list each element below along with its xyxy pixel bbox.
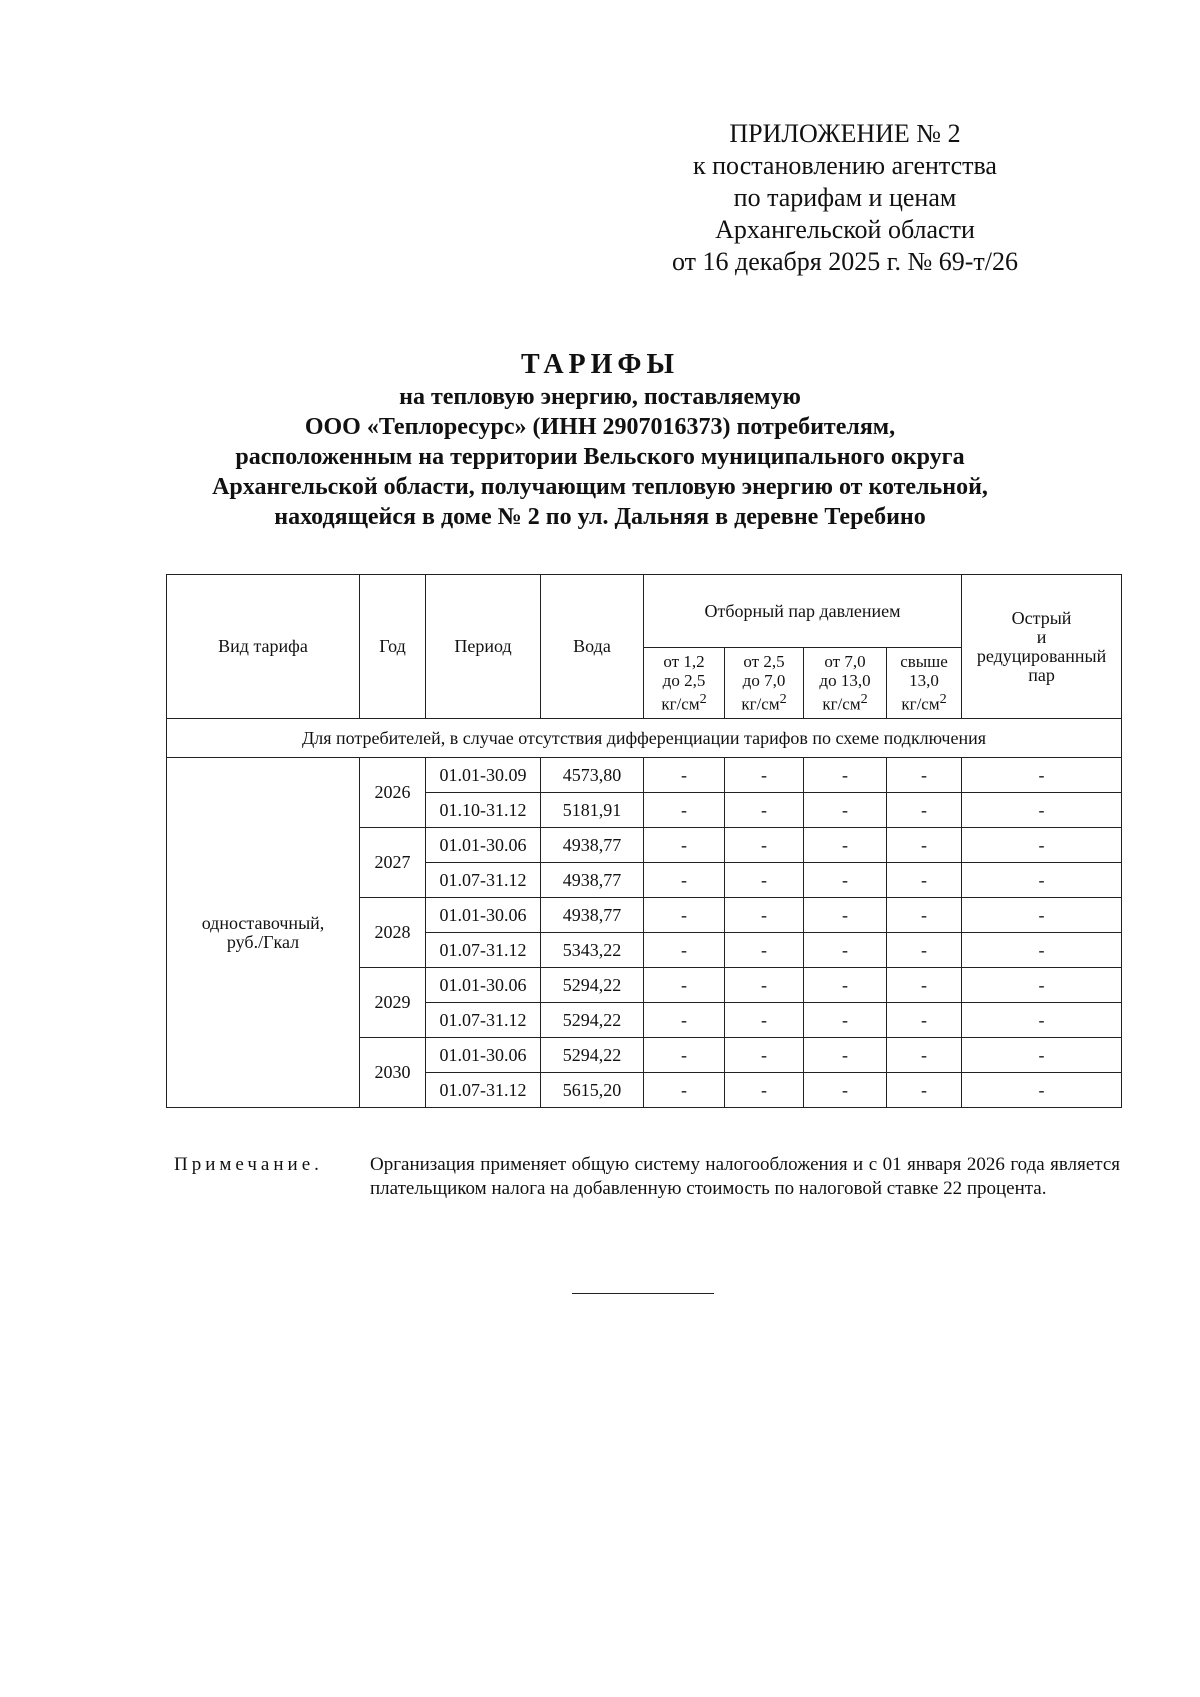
- appendix-line: к постановлению агентства: [693, 151, 997, 180]
- dash-cell: -: [962, 1073, 1122, 1108]
- header-sharp-steam: [962, 575, 1122, 719]
- appendix-line: по тарифам и ценам: [733, 183, 957, 212]
- period-cell: 01.10-31.12: [426, 793, 541, 828]
- period-cell: 01.01-30.06: [426, 1038, 541, 1073]
- water-cell: 4573,80: [541, 758, 644, 793]
- document-title: [100, 348, 1100, 532]
- appendix-line: ПРИЛОЖЕНИЕ № 2: [729, 119, 961, 148]
- dash-cell: -: [887, 1073, 962, 1108]
- period-cell: 01.01-30.06: [426, 968, 541, 1003]
- sub-line: свыше: [900, 652, 948, 672]
- dash-cell: -: [644, 968, 725, 1003]
- tariff-type-cell: [167, 758, 360, 1108]
- header-period: Период: [426, 575, 541, 719]
- note-text: Организация применяет общую систему налогообложения и с 01 января 2026 года является плательщиком налога на добавленную стоимость по налоговой ставке 22 процента.: [370, 1154, 1120, 1199]
- dash-cell: -: [804, 863, 887, 898]
- sub-unit-sup: 2: [699, 691, 707, 708]
- header-steam-group: Отборный пар давлением: [644, 575, 962, 648]
- sub-line: от 7,0: [824, 652, 866, 672]
- dash-cell: -: [644, 1073, 725, 1108]
- dash-cell: -: [962, 793, 1122, 828]
- dash-cell: -: [644, 933, 725, 968]
- sub-line: до 13,0: [819, 671, 871, 691]
- section-title: Для потребителей, в случае отсутствия дифференциации тарифов по схеме подключения: [167, 719, 1122, 758]
- dash-cell: -: [887, 933, 962, 968]
- header-steam-over-13-0: [887, 648, 962, 719]
- dash-cell: -: [962, 1003, 1122, 1038]
- dash-cell: -: [962, 968, 1122, 1003]
- dash-cell: -: [725, 933, 804, 968]
- sub-line: 13,0: [909, 671, 939, 691]
- dash-cell: -: [725, 863, 804, 898]
- dash-cell: -: [644, 828, 725, 863]
- dash-cell: -: [962, 898, 1122, 933]
- dash-cell: -: [804, 758, 887, 793]
- dash-cell: -: [644, 1038, 725, 1073]
- sub-unit: кг/см: [661, 694, 700, 714]
- dash-cell: -: [962, 933, 1122, 968]
- dash-cell: -: [725, 1073, 804, 1108]
- tariff-type-line: одноставочный,: [201, 912, 325, 933]
- year-cell: 2027: [360, 828, 426, 898]
- dash-cell: -: [962, 863, 1122, 898]
- sub-line: от 1,2: [663, 652, 705, 672]
- header-sharp-line: и: [1036, 626, 1047, 647]
- title-line: расположенным на территории Вельского муниципального округа: [235, 444, 965, 470]
- title-line: находящейся в доме № 2 по ул. Дальняя в деревне Теребино: [274, 504, 926, 530]
- water-cell: 4938,77: [541, 898, 644, 933]
- dash-cell: -: [887, 828, 962, 863]
- dash-cell: -: [887, 968, 962, 1003]
- note-label: Примечание.: [174, 1154, 323, 1175]
- water-cell: 4938,77: [541, 828, 644, 863]
- appendix-line: от 16 декабря 2025 г. № 69-т/26: [671, 247, 1019, 276]
- water-cell: 5343,22: [541, 933, 644, 968]
- title-line: на тепловую энергию, поставляемую: [399, 384, 801, 410]
- water-cell: 4938,77: [541, 863, 644, 898]
- dash-cell: -: [725, 1038, 804, 1073]
- period-cell: 01.01-30.06: [426, 828, 541, 863]
- header-steam-7-0-13-0: [804, 648, 887, 719]
- period-cell: 01.07-31.12: [426, 933, 541, 968]
- header-year: Год: [360, 575, 426, 719]
- appendix-header: [620, 118, 1070, 278]
- dash-cell: -: [725, 968, 804, 1003]
- dash-cell: -: [887, 758, 962, 793]
- period-cell: 01.07-31.12: [426, 1073, 541, 1108]
- dash-cell: -: [887, 1003, 962, 1038]
- year-cell: 2026: [360, 758, 426, 828]
- sub-unit: кг/см: [822, 694, 861, 714]
- dash-cell: -: [962, 828, 1122, 863]
- dash-cell: -: [725, 1003, 804, 1038]
- dash-cell: -: [804, 968, 887, 1003]
- appendix-line: Архангельской области: [715, 215, 975, 244]
- dash-cell: -: [644, 758, 725, 793]
- header-sharp-line: редуцированный: [976, 645, 1107, 666]
- header-steam-1-2-2-5: [644, 648, 725, 719]
- dash-cell: -: [725, 793, 804, 828]
- dash-cell: -: [887, 863, 962, 898]
- title-line: Архангельской области, получающим тепловую энергию от котельной,: [212, 474, 988, 500]
- period-cell: 01.07-31.12: [426, 863, 541, 898]
- sub-unit: кг/см: [901, 694, 940, 714]
- water-cell: 5181,91: [541, 793, 644, 828]
- dash-cell: -: [644, 898, 725, 933]
- dash-cell: -: [725, 828, 804, 863]
- dash-cell: -: [725, 758, 804, 793]
- period-cell: 01.01-30.09: [426, 758, 541, 793]
- sub-unit: кг/см: [741, 694, 780, 714]
- year-cell: 2028: [360, 898, 426, 968]
- dash-cell: -: [962, 1038, 1122, 1073]
- period-cell: 01.07-31.12: [426, 1003, 541, 1038]
- title-main: ТАРИФЫ: [521, 349, 679, 380]
- dash-cell: -: [804, 898, 887, 933]
- water-cell: 5615,20: [541, 1073, 644, 1108]
- header-steam-2-5-7-0: [725, 648, 804, 719]
- header-water: Вода: [541, 575, 644, 719]
- water-cell: 5294,22: [541, 1003, 644, 1038]
- header-sharp-line: Острый: [1011, 607, 1072, 628]
- period-cell: 01.01-30.06: [426, 898, 541, 933]
- header-tariff-type: Вид тарифа: [167, 575, 360, 719]
- water-cell: 5294,22: [541, 1038, 644, 1073]
- dash-cell: -: [804, 1003, 887, 1038]
- sub-line: до 7,0: [742, 671, 786, 691]
- dash-cell: -: [804, 1073, 887, 1108]
- sub-unit-sup: 2: [779, 691, 787, 708]
- sub-line: до 2,5: [662, 671, 706, 691]
- end-divider: [572, 1293, 714, 1294]
- title-line: ООО «Теплоресурс» (ИНН 2907016373) потребителям,: [304, 414, 896, 440]
- dash-cell: -: [804, 828, 887, 863]
- year-cell: 2029: [360, 968, 426, 1038]
- dash-cell: -: [644, 1003, 725, 1038]
- dash-cell: -: [644, 863, 725, 898]
- dash-cell: -: [804, 933, 887, 968]
- dash-cell: -: [887, 793, 962, 828]
- table-row: [167, 758, 1122, 793]
- dash-cell: -: [887, 898, 962, 933]
- year-cell: 2030: [360, 1038, 426, 1108]
- tariffs-table: [166, 574, 1122, 1108]
- dash-cell: -: [804, 1038, 887, 1073]
- dash-cell: -: [962, 758, 1122, 793]
- sub-unit-sup: 2: [860, 691, 868, 708]
- header-sharp-line: пар: [1028, 664, 1055, 685]
- sub-line: от 2,5: [743, 652, 785, 672]
- dash-cell: -: [725, 898, 804, 933]
- water-cell: 5294,22: [541, 968, 644, 1003]
- dash-cell: -: [887, 1038, 962, 1073]
- dash-cell: -: [644, 793, 725, 828]
- dash-cell: -: [804, 793, 887, 828]
- sub-unit-sup: 2: [939, 691, 947, 708]
- tariff-type-line: руб./Гкал: [226, 931, 300, 952]
